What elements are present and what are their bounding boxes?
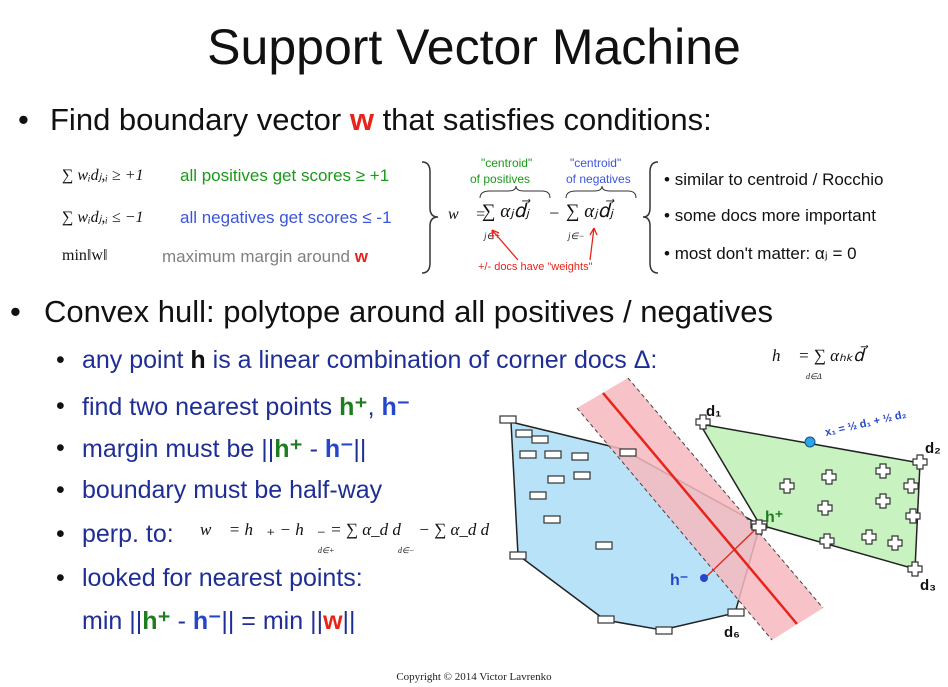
- s7-h-plus: h⁺: [142, 607, 171, 635]
- formula-sum-positives: ∑ αⱼd⃗ⱼ: [482, 201, 529, 222]
- sub-bullet-dot: •: [56, 564, 65, 592]
- s3-h-minus: h⁻: [324, 435, 354, 463]
- condition-2-math: ∑ wᵢdⱼ,ᵢ ≤ −1: [62, 209, 144, 226]
- formula-sub-positives: j∈+: [484, 231, 501, 241]
- s7-mid: -: [170, 607, 193, 635]
- bullet1-var-w: w: [349, 102, 374, 137]
- s1-formula-sub: d∈Δ: [806, 372, 822, 381]
- s5-formula-sub1: d∈+: [318, 546, 335, 555]
- s3-h-plus: h⁺: [274, 435, 303, 463]
- d2-label: d₂: [925, 440, 941, 457]
- sub-bullet-perp: perp. to:: [82, 520, 174, 548]
- s1-text: any point: [82, 346, 191, 374]
- formula-minus: −: [548, 203, 561, 223]
- formula-lhs: w⃗ =: [448, 206, 486, 223]
- s3-end: ||: [353, 435, 367, 463]
- d3-label: d₃: [920, 577, 937, 594]
- centroid-negatives-label-2: of negatives: [566, 172, 631, 186]
- s7-text-2: || = min ||: [221, 607, 324, 635]
- s1-formula: h⃗ = ∑ αₕₖd⃗: [772, 346, 864, 365]
- d6-label: d₆: [724, 624, 740, 641]
- bullet1-text-end: that satisfies conditions:: [373, 102, 712, 137]
- sub-bullet-dot: •: [56, 476, 65, 504]
- s2-sep: ,: [367, 393, 382, 421]
- bullet-convex-hull: Convex hull: polytope around all positives / negatives: [44, 294, 773, 329]
- d1-label: d₁: [706, 403, 722, 420]
- s1-text-end: is a linear combination of corner docs Δ:: [205, 346, 658, 374]
- condition-1-desc: all positives get scores ≥ +1: [180, 166, 390, 185]
- s2-text: find two nearest points: [82, 393, 340, 421]
- sub-bullet-dot: •: [56, 434, 65, 462]
- h-minus-label: h⁻: [670, 572, 689, 589]
- weights-note: +/- docs have "weights": [478, 261, 593, 273]
- slide-title: Support Vector Machine: [207, 19, 741, 75]
- s1-var-h: h: [190, 346, 206, 374]
- sub-bullet-dot: •: [56, 520, 65, 548]
- s7-text: min ||: [82, 607, 143, 635]
- s3-text: margin must be ||: [82, 435, 275, 463]
- copyright: Copyright © 2014 Victor Lavrenko: [396, 671, 552, 683]
- note-1-text: similar to centroid / Rocchio: [674, 170, 884, 189]
- sub-bullet-nearest: looked for nearest points:: [82, 564, 363, 592]
- centroid-positives-label-1: "centroid": [481, 156, 533, 170]
- s7-h-minus: h⁻: [192, 607, 222, 635]
- formula-sum-negatives: ∑ αⱼd⃗ⱼ: [566, 201, 613, 222]
- note-2-text: some docs more important: [674, 206, 876, 225]
- note-3-text: most don't matter: αⱼ = 0: [674, 244, 857, 263]
- centroid-positives-label-2: of positives: [470, 172, 531, 186]
- s2-h-minus: h⁻: [381, 393, 410, 421]
- s2-h-plus: h⁺: [339, 393, 368, 421]
- bullet-dot: •: [10, 294, 21, 329]
- x1-label: x₁ = ½ d₁ + ½ d₂: [823, 408, 908, 439]
- sub-bullet-dot: •: [56, 346, 65, 374]
- s7-var-w: w: [323, 607, 343, 635]
- note-1: • similar to centroid / Rocchio: [664, 170, 884, 189]
- x1-point: [805, 437, 815, 447]
- formula-sub-negatives: j∈−: [568, 231, 585, 241]
- s3-mid: -: [302, 435, 325, 463]
- condition-3-math: min‖w‖: [62, 247, 108, 264]
- s5-formula: w⃗ = h⃗₊ − h⃗₋ = ∑ α_d d⃗ − ∑ α_d d⃗: [200, 520, 503, 539]
- sub-bullet-half-way: boundary must be half-way: [82, 476, 383, 504]
- note-3: • most don't matter: αⱼ = 0: [664, 244, 857, 263]
- condition-3-var-w: w: [354, 247, 368, 266]
- note-2: • some docs more important: [664, 206, 876, 225]
- condition-2-desc: all negatives get scores ≤ -1: [180, 208, 392, 227]
- condition-3-desc-text: maximum margin around: [162, 247, 355, 266]
- condition-1-math: ∑ wᵢdⱼ,ᵢ ≥ +1: [62, 167, 144, 184]
- s7-end: ||: [342, 607, 356, 635]
- sub-bullet-dot: •: [56, 392, 65, 420]
- centroid-negatives-label-1: "centroid": [570, 156, 622, 170]
- h-minus-point: [700, 574, 708, 582]
- bullet-dot: •: [18, 102, 29, 137]
- bullet1-text: Find boundary vector: [50, 102, 350, 137]
- s5-formula-sub2: d∈−: [398, 546, 415, 555]
- h-plus-label: h⁺: [765, 509, 784, 526]
